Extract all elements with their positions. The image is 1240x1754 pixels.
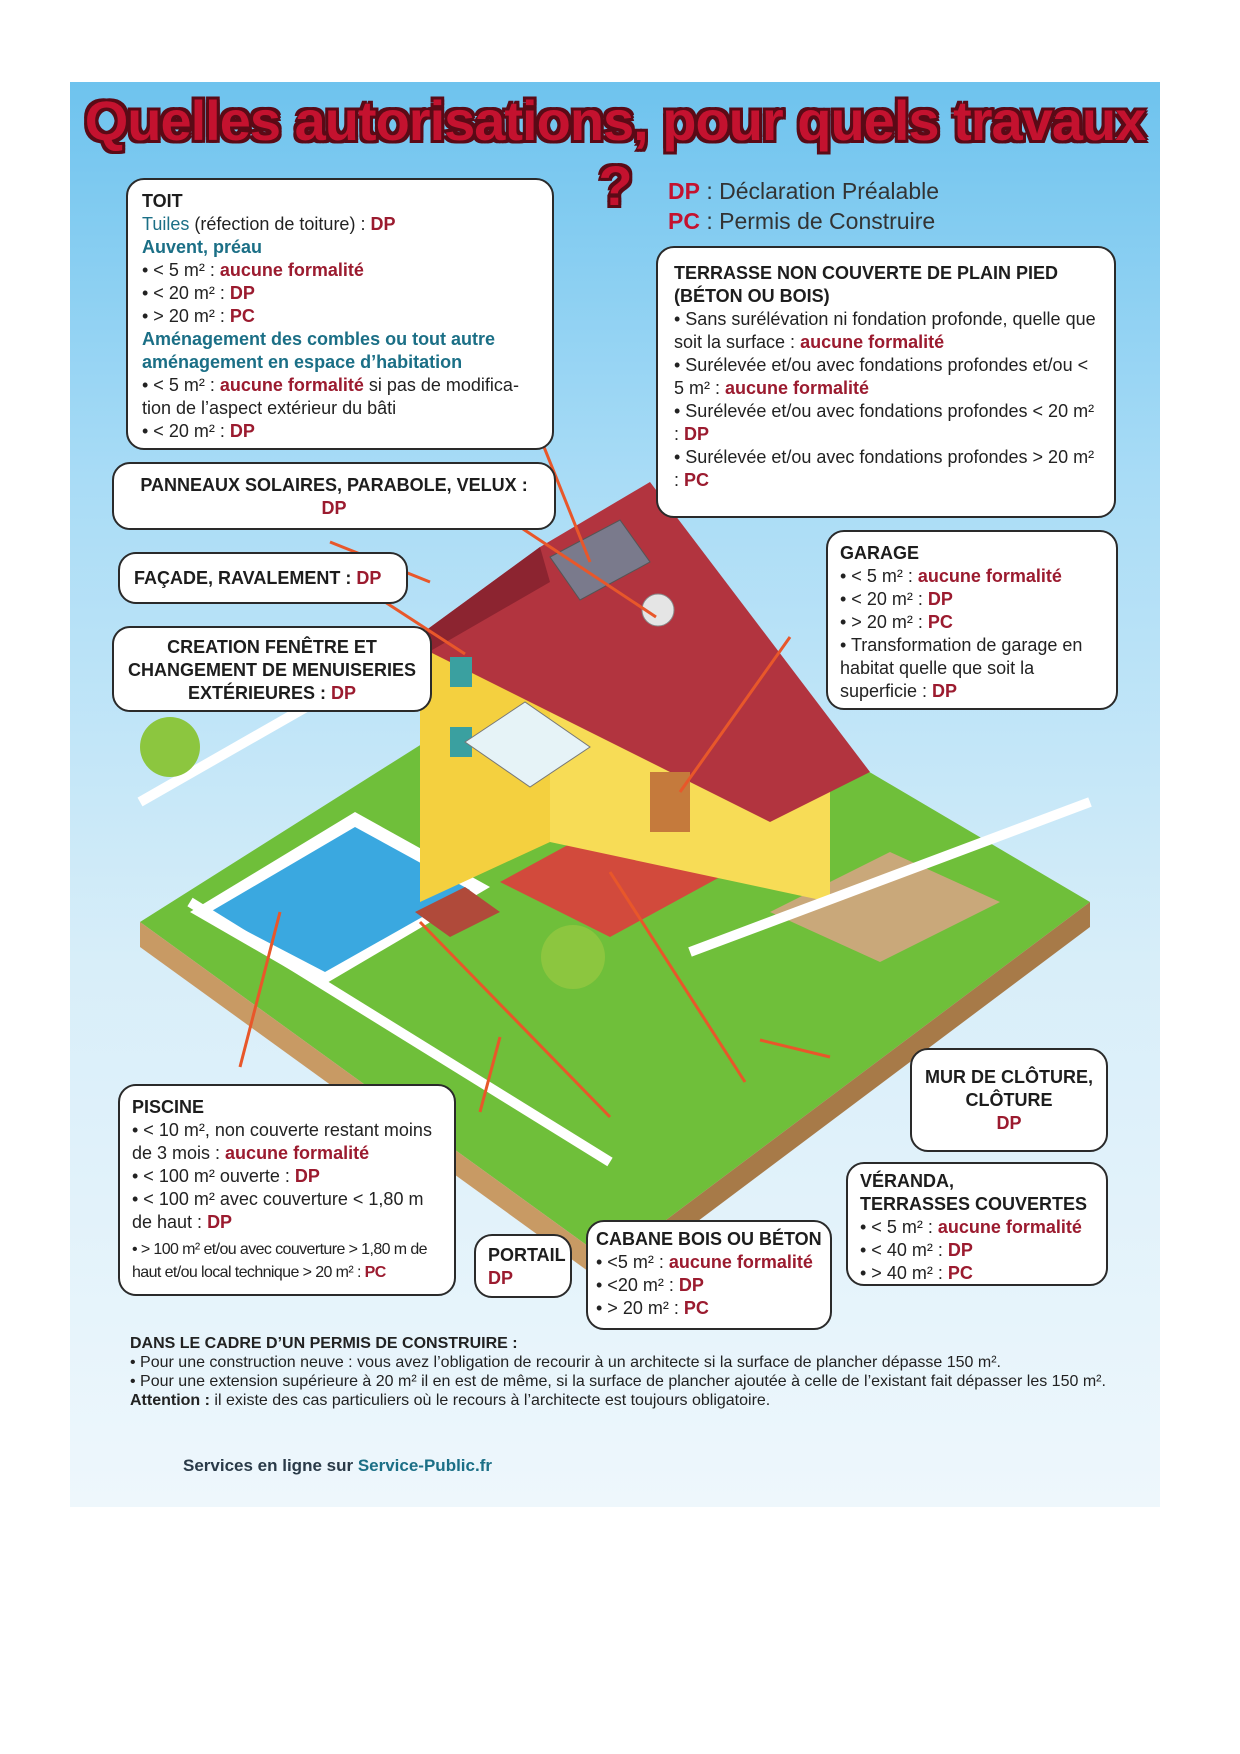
panneaux-label: PANNEAUX SOLAIRES, PARABOLE, VELUX : (140, 475, 528, 495)
callout-mur (910, 1048, 1108, 1152)
mur-line1: MUR DE CLÔTURE, (925, 1067, 1093, 1087)
terrasse-heading: TERRASSE NON COUVERTE DE PLAIN PIED (BÉTON OU BOIS) (674, 263, 1059, 306)
veranda-line2: TERRASSES COUVERTES (860, 1194, 1088, 1214)
cabane-c1-pre: • <5 m² : (596, 1252, 669, 1272)
garage-g4-pre: • Transformation de garage en habitat quelle que soit la superficie : (840, 635, 1083, 701)
garage-g3-pre: • > 20 m² : (840, 612, 928, 632)
toit-c2-pre: • < 20 m² : (142, 421, 230, 441)
cabane-c2-pre: • <20 m² : (596, 1275, 679, 1295)
toit-a3-pre: • > 20 m² : (142, 306, 230, 326)
terrasse-t3-pre: • Surélevée et/ou avec fondations profondes < 20 m² : (674, 401, 1095, 444)
fenetre-line1: CREATION FENÊTRE ET (167, 637, 377, 657)
veranda-v1-val: aucune formalité (937, 1217, 1082, 1237)
attention-label: Attention : (130, 1392, 210, 1409)
piscine-p1-pre: • < 10 m², non couverte restant moins de 3 mois : (132, 1120, 432, 1163)
callout-terrasse (656, 246, 1116, 518)
piscine-heading: PISCINE (132, 1097, 205, 1117)
toit-c1-pre: • < 5 m² : (142, 375, 220, 395)
fenetre-val: DP (331, 683, 357, 703)
legend-pc: PC : Permis de Construire (668, 208, 936, 234)
terrasse-t4-pre: • Surélevée et/ou avec fondations profondes > 20 m² : (674, 447, 1095, 490)
callout-veranda (846, 1162, 1108, 1286)
permis-line-2: • Pour une extension supérieure à 20 m² il en est de même, si la surface de plancher ajoutée à celle de l’existant fait dépasser les 150 m². (130, 1373, 1106, 1390)
callout-panneaux (112, 462, 556, 530)
piscine-p4-pre: • > 100 m² et/ou avec couverture > 1,80 m de haut et/ou local technique > 20 m² : (132, 1241, 427, 1281)
piscine-p2-pre: • < 100 m² ouverte : (132, 1166, 295, 1186)
cabane-c3-val: PC (683, 1298, 709, 1318)
toit-combles: Aménagement des combles ou tout autre aménagement en espace d’habitation (142, 329, 496, 372)
terrasse-t1-pre: • Sans surélévation ni fondation profonde, quelle que soit la surface : (674, 309, 1096, 352)
legend-dp-text: Déclaration Préalable (719, 178, 940, 204)
toit-tuiles-rest: (réfection de toiture) : (189, 214, 371, 234)
services-prefix: Services en ligne sur (183, 1456, 358, 1475)
garage-g2-val: DP (927, 589, 953, 609)
legend-pc-text: Permis de Construire (719, 208, 936, 234)
mur-val: DP (996, 1113, 1022, 1133)
cabane-c3-pre: • > 20 m² : (596, 1298, 684, 1318)
attention-text: il existe des cas particuliers où le recours à l’architecte est toujours obligatoire. (209, 1392, 771, 1409)
panneaux-val: DP (321, 498, 347, 518)
callout-portail (474, 1234, 572, 1298)
legend-pc-code: PC (668, 208, 700, 234)
facade-label: FAÇADE, RAVALEMENT : (134, 568, 357, 588)
garage-door (650, 772, 690, 832)
piscine-p1-val: aucune formalité (225, 1143, 370, 1163)
fenetre-line2: CHANGEMENT DE MENUISERIES (127, 660, 417, 680)
legend (668, 176, 939, 236)
cabane-c2-val: DP (678, 1275, 704, 1295)
veranda-v2-pre: • < 40 m² : (860, 1240, 948, 1260)
veranda-line1: VÉRANDA, (860, 1171, 955, 1191)
services-link[interactable]: Service-Public.fr (357, 1456, 492, 1475)
toit-tuiles-val: DP (370, 214, 396, 234)
toit-c2-val: DP (229, 421, 255, 441)
permis-line-1: • Pour une construction neuve : vous avez l’obligation de recourir à un architecte si la surface de plancher dépasse 150 m². (130, 1354, 1001, 1371)
terrasse-t1-val: aucune formalité (800, 332, 945, 352)
fenetre-line3: EXTÉRIEURES : (187, 683, 331, 703)
callout-facade (118, 552, 408, 604)
terrasse-t4-val: PC (684, 470, 710, 490)
toit-a1-val: aucune formalité (219, 260, 364, 280)
piscine-p4-val: PC (364, 1264, 386, 1281)
garage-g1-val: aucune formalité (917, 566, 1062, 586)
cabane-heading: CABANE BOIS OU BÉTON (596, 1229, 822, 1249)
callout-toit (126, 178, 554, 450)
terrasse-t2-pre: • Surélevée et/ou avec fondations profondes et/ou < 5 m² : (674, 355, 1089, 398)
toit-c1-line2: tion de l’aspect extérieur du bâti (142, 398, 397, 418)
callout-garage (826, 530, 1118, 710)
piscine-p2-val: DP (294, 1166, 320, 1186)
legend-dp: DP : Déclaration Préalable (668, 178, 940, 204)
services-line (183, 1456, 492, 1476)
page-title: Quelles autorisations, pour quels travaux ? (84, 89, 1146, 217)
garage-g2-pre: • < 20 m² : (840, 589, 928, 609)
veranda-v1-pre: • < 5 m² : (860, 1217, 938, 1237)
permis-heading: DANS LE CADRE D’UN PERMIS DE CONSTRUIRE : (130, 1335, 518, 1352)
garage-g1-pre: • < 5 m² : (840, 566, 918, 586)
mur-line2: CLÔTURE (965, 1090, 1053, 1110)
permis-notes (130, 1334, 1120, 1410)
toit-c1-val: aucune formalité (219, 375, 364, 395)
veranda-v3-val: PC (947, 1263, 973, 1283)
toit-heading: TOIT (142, 191, 183, 211)
toit-a3-val: PC (229, 306, 255, 326)
toit-a2-pre: • < 20 m² : (142, 283, 230, 303)
toit-a2-val: DP (229, 283, 255, 303)
callout-fenetre (112, 626, 432, 712)
veranda-v3-pre: • > 40 m² : (860, 1263, 948, 1283)
callout-cabane (586, 1220, 832, 1330)
piscine-p3-val: DP (207, 1212, 233, 1232)
garage-g3-val: PC (927, 612, 953, 632)
cabane-c1-val: aucune formalité (668, 1252, 813, 1272)
portail-label: PORTAIL (488, 1245, 566, 1265)
portail-val: DP (488, 1268, 514, 1288)
legend-dp-code: DP (668, 178, 700, 204)
toit-a1-pre: • < 5 m² : (142, 260, 220, 280)
toit-auvent: Auvent, préau (142, 237, 263, 257)
toit-tuiles-label: Tuiles (142, 214, 190, 234)
garage-g4-val: DP (932, 681, 958, 701)
garage-heading: GARAGE (840, 543, 920, 563)
callout-piscine (118, 1084, 456, 1296)
tree (140, 717, 200, 777)
toit-c1-rest: si pas de modifica- (363, 375, 519, 395)
terrasse-t3-val: DP (684, 424, 710, 444)
facade-val: DP (356, 568, 382, 588)
tree (541, 925, 605, 989)
piscine-p3-pre: • < 100 m² avec couverture < 1,80 m de haut : (132, 1189, 424, 1232)
window (450, 657, 472, 687)
veranda-v2-val: DP (947, 1240, 973, 1260)
terrasse-t2-val: aucune formalité (725, 378, 870, 398)
